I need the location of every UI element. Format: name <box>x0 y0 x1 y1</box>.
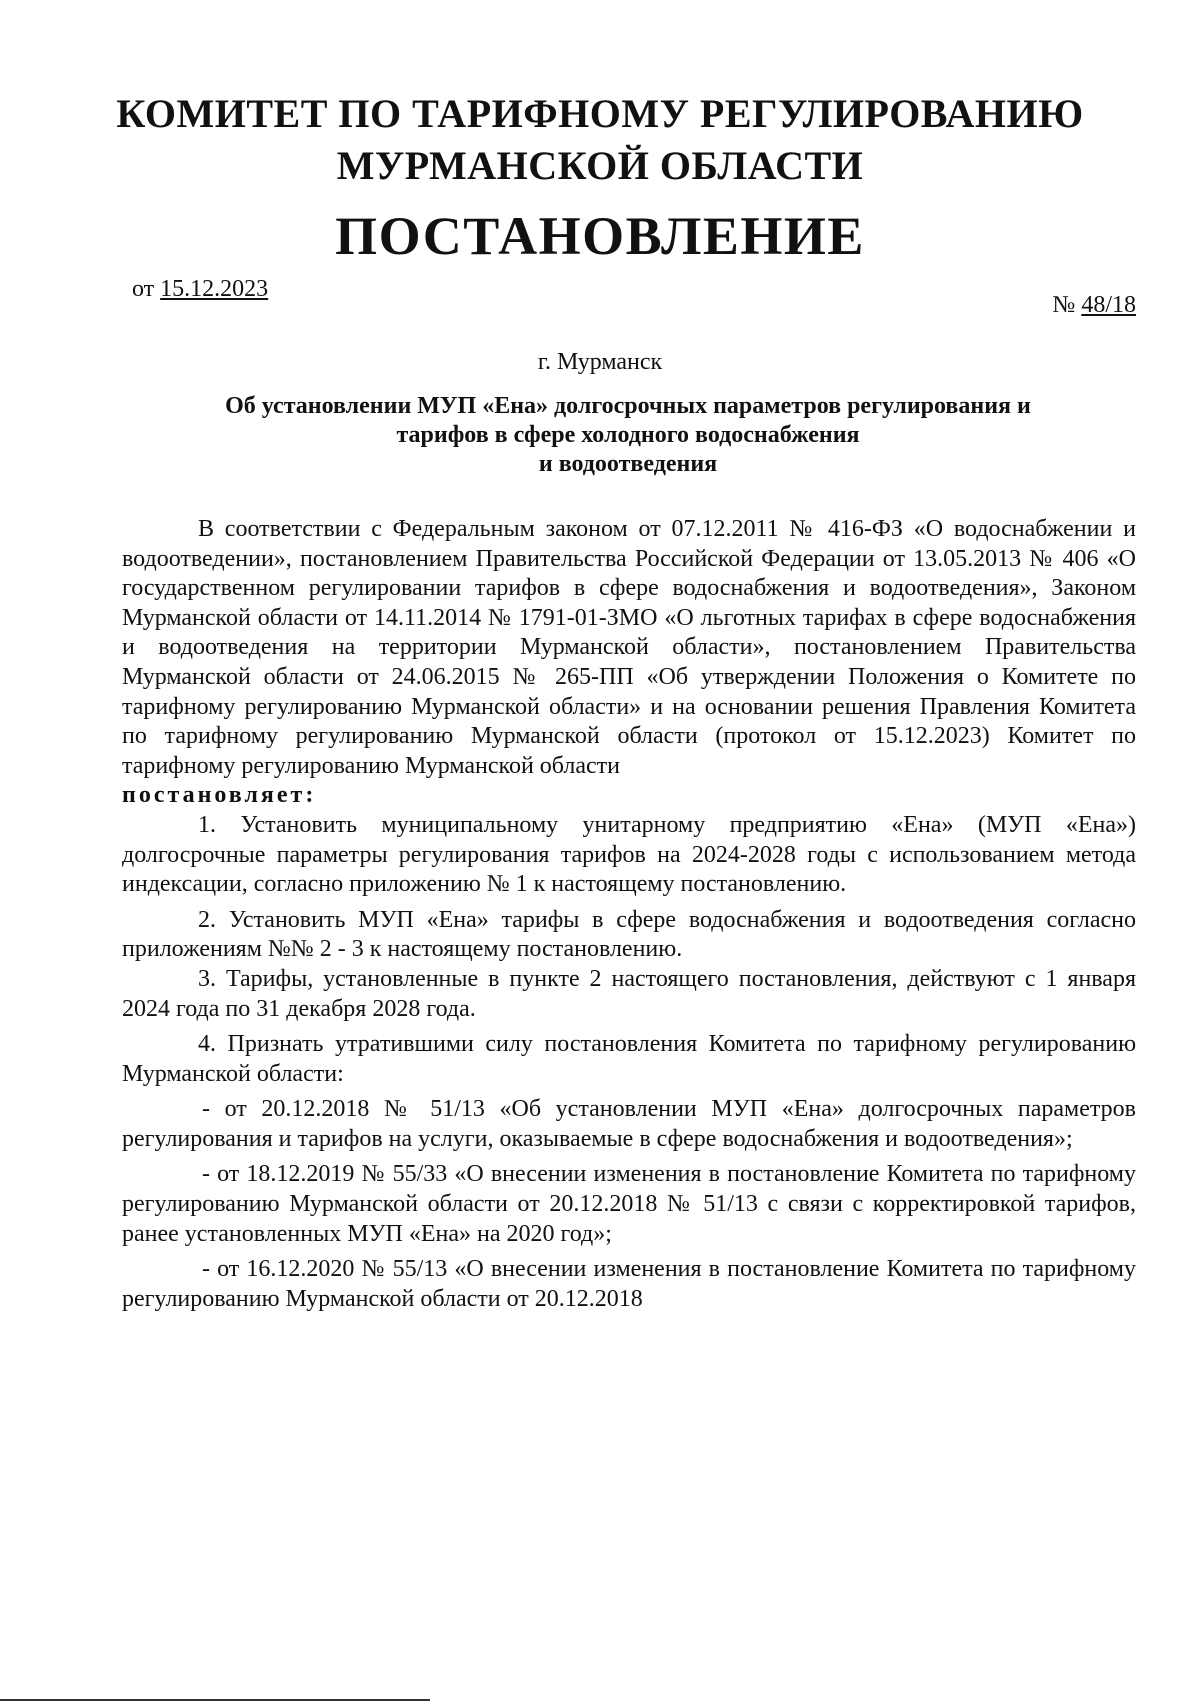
date-prefix: от <box>132 276 161 302</box>
document-body <box>122 515 1136 1314</box>
authority-line-1: КОМИТЕТ ПО ТАРИФНОМУ РЕГУЛИРОВАНИЮ <box>116 91 1084 136</box>
document-title <box>120 392 1136 479</box>
repealed-act-2: - от 18.12.2019 № 55/33 «О внесении изменения в постановление Комитета по тарифному регулированию Мурманской области от 20.12.2018 № 51/13 с связи с корректировкой тарифов, ранее установленных МУП «Ена» на 2020 год»; <box>122 1161 1136 1247</box>
preamble-paragraph: В соответствии с Федеральным законом от 07.12.2011 № 416-ФЗ «О водоснабжении и водоотведении», постановлением Правительства Российской Федерации от 13.05.2013 № 406 «О государственном регулировании тарифов в сфере водоснабжения и водоотведения», Законом Мурманской области от 14.11.2014 № 1791-01-ЗМО «О льготных тарифах в сфере водоснабжения и водоотведения на территории Мурманской области», постановлением Правительства Мурманской области от 24.06.2015 № 265-ПП «Об утверждении Положения о Комитете по тарифному регулированию Мурманской области» и на основании решения Правления Комитета по тарифному регулированию Мурманской области (протокол от 15.12.2023) Комитет по тарифному регулированию Мурманской области <box>122 516 1136 779</box>
title-line-1: Об установлении МУП «Ена» долгосрочных параметров регулирования и <box>225 393 1031 419</box>
date-value: 15.12.2023 <box>160 276 269 302</box>
issue-city: г. Мурманск <box>537 349 663 375</box>
repealed-act-3: - от 16.12.2020 № 55/13 «О внесении изменения в постановление Комитета по тарифному регулированию Мурманской области от 20.12.2018 <box>122 1256 1136 1312</box>
repealed-act-1: - от 20.12.2018 № 51/13 «Об установлении МУП «Ена» долгосрочных параметров регулирования и тарифов на услуги, оказываемые в сфере водоснабжения и водоотведения»; <box>122 1096 1136 1152</box>
document-type: ПОСТАНОВЛЕНИЕ <box>335 206 865 266</box>
number-value: 48/18 <box>1081 292 1136 318</box>
document-date <box>132 276 268 303</box>
title-line-2: тарифов в сфере холодного водоснабжения <box>396 422 860 448</box>
issuing-authority <box>0 88 1200 192</box>
clause-2: 2. Установить МУП «Ена» тарифы в сфере водоснабжения и водоотведения согласно приложениям №№ 2 - 3 к настоящему постановлению. <box>122 906 1136 963</box>
authority-line-2: МУРМАНСКОЙ ОБЛАСТИ <box>336 143 864 188</box>
clause-4: 4. Признать утратившими силу постановления Комитета по тарифному регулированию Мурманской области: <box>122 1031 1136 1087</box>
clause-1: 1. Установить муниципальному унитарному предприятию «Ена» (МУП «Ена») долгосрочные параметры регулирования тарифов на 2024-2028 годы с использованием метода индексации, согласно приложению № 1 к настоящему постановлению. <box>122 811 1136 898</box>
document-number <box>1052 292 1136 319</box>
number-prefix: № <box>1052 292 1082 318</box>
clause-3: 3. Тарифы, установленные в пункте 2 настоящего постановления, действуют с 1 января 2024 года по 31 декабря 2028 года. <box>122 965 1136 1022</box>
resolves-keyword: постановляет: <box>122 782 317 809</box>
title-line-3: и водоотведения <box>538 451 718 477</box>
